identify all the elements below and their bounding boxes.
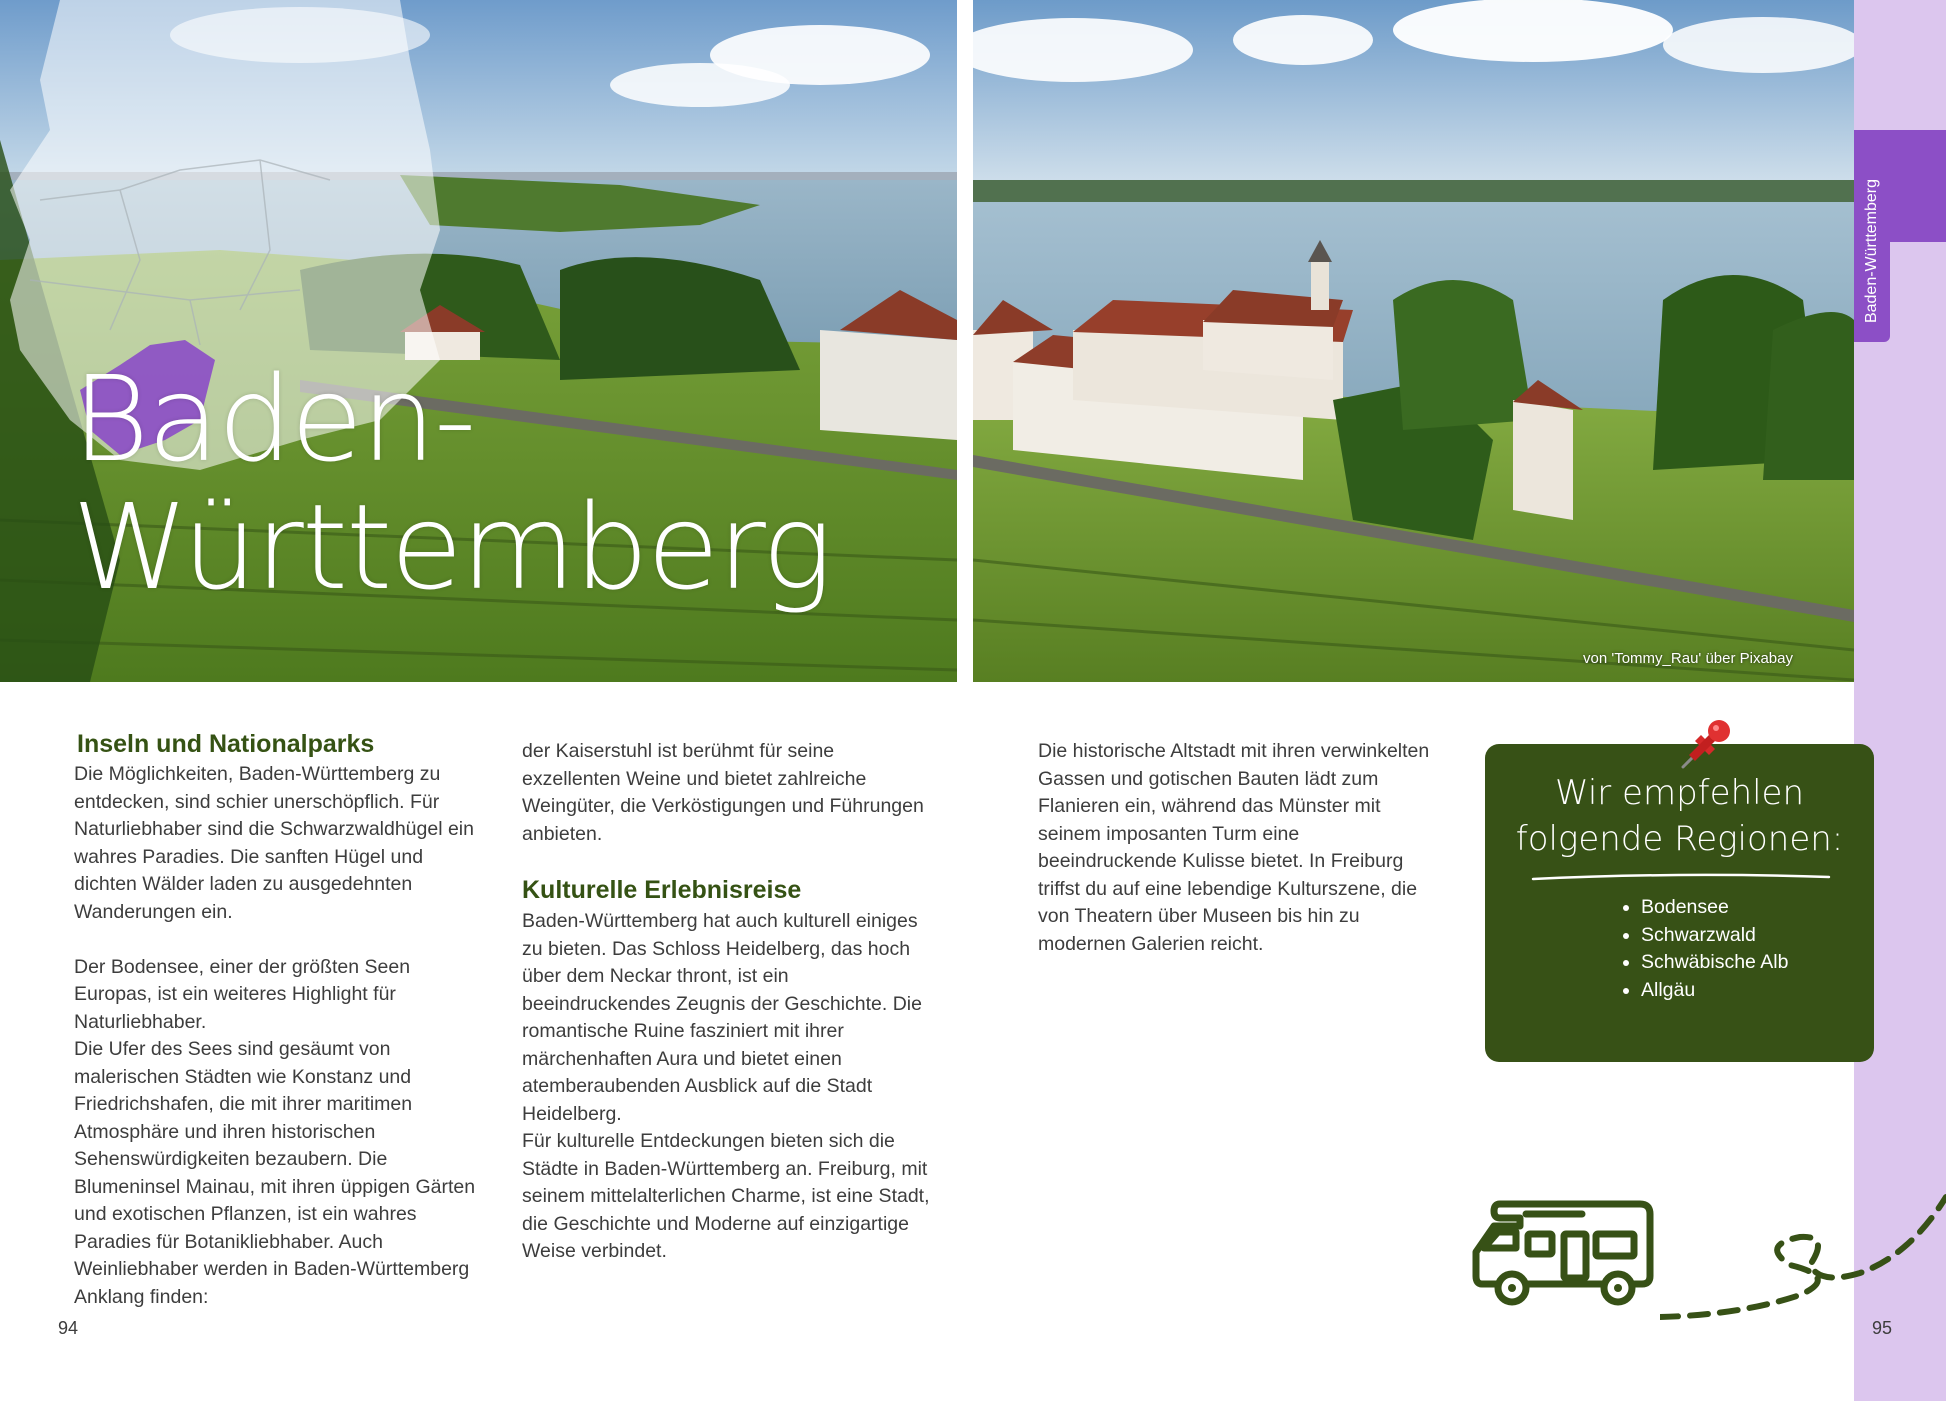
paragraph: Die Ufer des Sees sind gesäumt von malerischen Städten wie Konstanz und Friedrichshafen, die mit ihrer maritimen Atmosphäre und ihren historischen Sehenswürdigkeiten bezaubern. Die Blumeninsel Mainau, mit ihren üppigen Gärten und exotischen Pflanzen, ist ein wahres Paradies für Botanikliebhaber. Auch Weinliebhaber werden in Baden-Württemberg Anklang finden: [74, 1038, 476, 1308]
text-column-2 [522, 738, 932, 1266]
photo-gutter [957, 0, 973, 682]
list-item: • Allgäu [1641, 977, 1788, 1005]
paragraph: Der Bodensee, einer der größten Seen Europas, ist ein weiteres Highlight für Naturliebhaber. [74, 955, 411, 1033]
sidebar-section-label[interactable] [1854, 160, 1890, 342]
sidebar-section-text: Baden-Württemberg [1863, 178, 1880, 324]
paragraph: Die historische Altstadt mit ihren verwinkelten Gassen und gotischen Bauten lädt zum Flanieren ein, während das Münster mit seinem imposanten Turm eine beeindruckende Kulisse bietet. In Freiburg triffst du auf eine lebendige Kulturszene, die von Theatern über Museen bis hin zu modernen Galerien reicht. [1038, 740, 1430, 955]
underline-stroke [1531, 871, 1831, 883]
list-item: • Bodensee [1641, 894, 1788, 922]
text-column-1 [74, 728, 484, 1311]
region-list [1619, 894, 1788, 1004]
pushpin-icon [1675, 715, 1735, 775]
paragraph: Die Möglichkeiten, Baden-Württemberg zu entdecken, sind schier unerschöpflich. Für Naturliebhaber sind die Schwarzwaldhügel ein wahres Paradies. Die sanften Hügel und dichten Wälder laden zu ausgedehnten Wanderungen ein. [74, 763, 474, 923]
section-heading-islands: Inseln und Nationalparks [77, 730, 375, 758]
dashed-route-line [1660, 1185, 1946, 1325]
page-number-left: 94 [58, 1318, 79, 1338]
list-item: • Schwarzwald [1641, 922, 1788, 950]
paragraph: der Kaiserstuhl ist berühmt für seine exzellenten Weine und bietet zahlreiche Weingüter, die Verköstigungen und Führungen anbieten. [522, 740, 924, 845]
paragraph: Baden-Württemberg hat auch kulturell einiges zu bieten. Das Schloss Heidelberg, das hoch über dem Neckar thront, ist ein beeindruckendes Zeugnis der Geschichte. Die romantische Ruine fasziniert mit ihrer märchenhaften Aura und bietet einen atemberaubenden Ausblick auf die Stadt Heidelberg. [522, 910, 922, 1125]
list-item: • Schwäbische Alb [1641, 949, 1788, 977]
recommendation-title: Wir empfehlen folgende Regionen: [1515, 773, 1844, 859]
section-heading-culture: Kulturelle Erlebnisreise [522, 876, 802, 904]
photo-credit: von 'Tommy_Rau' über Pixabay [1583, 650, 1793, 667]
recommendation-box [1485, 744, 1874, 1062]
text-column-3 [1038, 738, 1438, 958]
paragraph: Für kulturelle Entdeckungen bieten sich die Städte in Baden-Württemberg an. Freiburg, mit seinem mittelalterlichen Charme, ist eine Stadt, die Geschichte und Moderne auf einzigartige Weise verbindet. [522, 1130, 930, 1262]
lake-monastery-photo [973, 0, 1854, 682]
page-title: Baden- Württemberg [72, 350, 831, 616]
hero-photo-right [973, 0, 1854, 682]
page-number-right: 95 [1872, 1318, 1893, 1338]
camper-van-icon [1472, 1196, 1658, 1312]
